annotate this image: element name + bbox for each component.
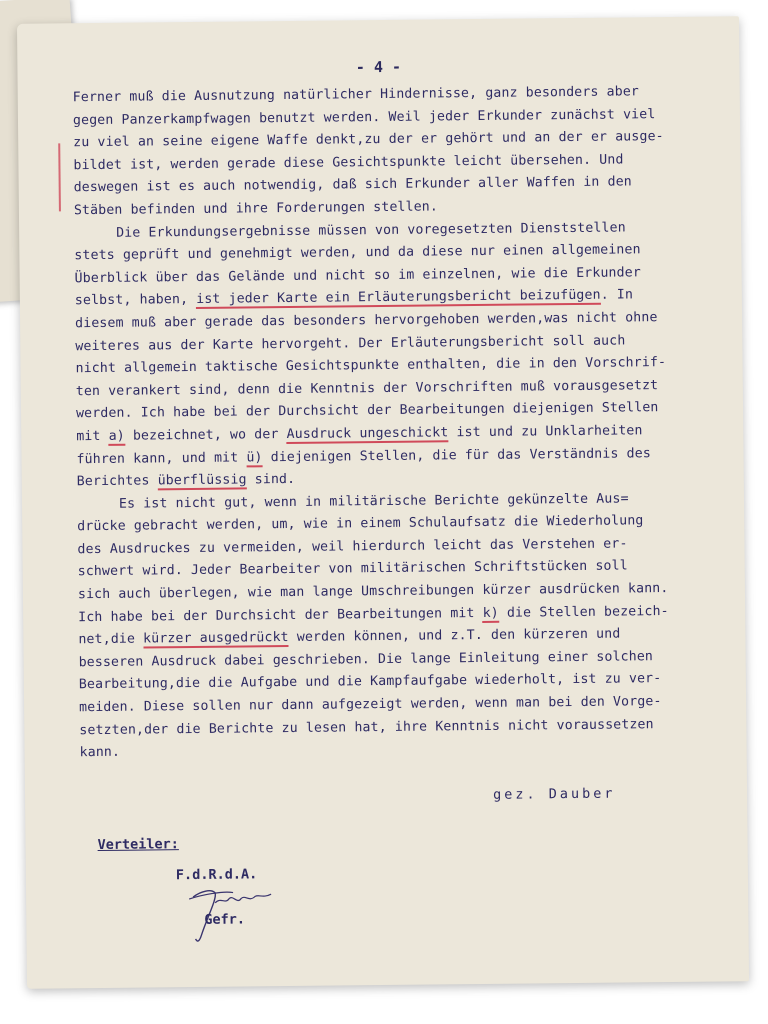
line-segment: Überblick über das Gelände und nicht so im einzelnen, wie die Erkunder — [74, 265, 641, 286]
line-segment: ten verankert sind, denn die Kenntnis der Vorschriften muß vorausgesetzt — [75, 377, 659, 399]
line-segment: diesem muß aber gerade das besonders hervorgehoben werden,was nicht ohne — [75, 310, 658, 332]
document-page — [17, 16, 749, 989]
distribution-line: F.d.R.d.A. — [175, 866, 258, 884]
line-segment: nicht allgemein taktische Gesichtspunkte enthalten, die in den Vorschrif- — [75, 355, 667, 377]
line-segment: besseren Ausdruck dabei geschrieben. Die lange Einleitung einer solchen — [78, 649, 654, 671]
underlined-phrase: a) — [108, 428, 125, 444]
line-segment: deswegen ist es auch notwendig, daß sich Erkunder aller Waffen in den — [73, 174, 632, 196]
line-segment: Ich habe bei der Durchsicht der Bearbeitungen mit — [78, 605, 483, 625]
line-segment: Stäben befinden und ihre Forderungen stellen. — [73, 199, 439, 219]
underlined-phrase: überflüssig — [157, 472, 247, 489]
line-segment: des Ausdruckes zu vermeiden, weil hierdurch leicht das Verstehen er- — [77, 536, 628, 558]
signature-text: gez. Dauber — [492, 785, 616, 803]
line-segment: die Stellen bezeich- — [498, 603, 669, 621]
line-segment: weiteres aus der Karte hervorgeht. Der Erläuterungsbericht soll auch — [75, 332, 626, 354]
underlined-phrase: kürzer ausgedrückt — [143, 630, 289, 647]
line-segment: setzten,der die Berichte zu lesen hat, ihre Kenntnis nicht voraussetzen — [79, 716, 654, 738]
line-segment: kann. — [79, 744, 121, 761]
line-segment: meiden. Diese sollen nur dann aufgezeigt werden, wenn man bei den Vorge- — [79, 694, 662, 716]
line-segment: schwert wird. Jeder Bearbeiter von militärischen Schriftstücken soll — [77, 558, 628, 580]
underlined-phrase: Ausdruck ungeschickt — [286, 425, 449, 442]
underlined-phrase: ist jeder Karte ein Erläuterungsbericht beizufügen — [196, 288, 601, 308]
line-segment: Es ist nicht gut, wenn in militärische Berichte gekünzelte Aus= — [118, 491, 629, 512]
line-segment: Ferner muß die Ausnutzung natürlicher Hindernisse, ganz besonders aber — [72, 84, 640, 106]
body-text — [73, 80, 730, 765]
line-segment: sich auch überlegen, wie man lange Umschreibungen kürzer ausdrücken kann. — [77, 581, 669, 603]
line-segment: stets geprüft und genehmigt werden, und da diese nur einen allgemeinen — [74, 242, 641, 264]
underlined-phrase: ü) — [246, 449, 263, 465]
line-segment: selbst, haben, — [74, 292, 197, 309]
line-segment: werden. Ich habe bei der Durchsicht der Bearbeitungen diejenigen Stellen — [75, 400, 659, 422]
line-segment: mit — [76, 428, 109, 445]
line-segment: drücke gebracht werden, um, wie in einem Schulaufsatz die Wiederholung — [77, 513, 644, 535]
line-segment: Berichtes — [76, 473, 158, 490]
line-segment: bildet ist, werden gerade diese Gesichtspunkte leicht übersehen. Und — [73, 152, 624, 174]
underlined-phrase: k) — [482, 605, 499, 621]
line-segment: sind. — [246, 472, 296, 488]
line-segment: werden können, und z.T. den kürzeren und — [288, 626, 621, 646]
line-segment: diejenigen Stellen, die für das Verständnis des — [262, 445, 651, 465]
line-segment: bezeichnet, wo der — [124, 426, 287, 444]
line-segment: . In — [600, 287, 634, 304]
line-segment: zu viel an seine eigene Waffe denkt,zu der er gehört und an der er ausge- — [73, 129, 664, 151]
line-segment: gegen Panzerkampfwagen benutzt werden. Weil jeder Erkunder zunächst viel — [72, 106, 656, 128]
line-segment: Die Erkundungsergebnisse müssen von voregesetzten Dienststellen — [116, 220, 626, 241]
line-segment: ist und zu Unklarheiten — [448, 423, 643, 441]
line-segment: führen kann, und mit — [76, 449, 247, 467]
margin-mark — [58, 143, 61, 211]
line-segment: net,die — [78, 631, 144, 648]
line-segment: Bearbeitung,die die Aufgabe und die Kampfaufgabe wiederholt, ist zu ver- — [78, 671, 662, 693]
page-number: - 4 - — [355, 57, 402, 77]
rank-text: Gefr. — [204, 911, 246, 928]
distribution-label: Verteiler: — [97, 836, 179, 854]
